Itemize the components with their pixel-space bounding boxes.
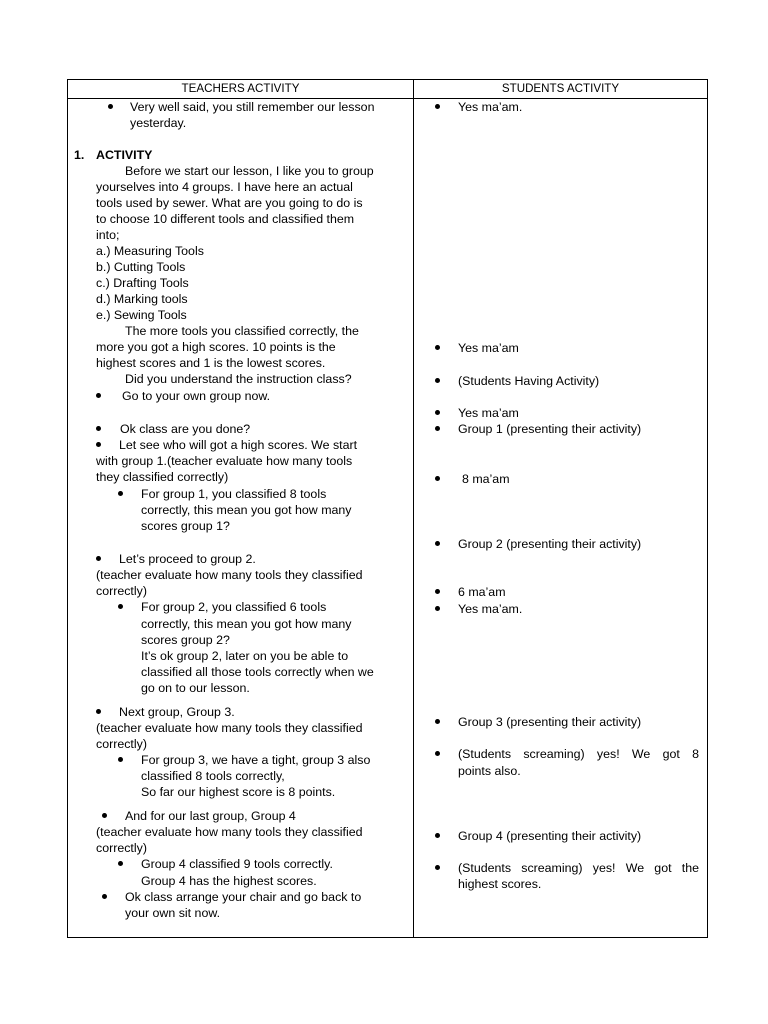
- student-line: Yes ma’am: [458, 341, 519, 355]
- teacher-line: So far our highest score is 8 points.: [141, 785, 336, 799]
- student-bullet: [435, 104, 440, 109]
- teacher-line: Group 4 classified 9 tools correctly.: [141, 857, 333, 871]
- teacher-line: classified all those tools correctly when we: [141, 665, 374, 679]
- teacher-line: correctly): [96, 737, 147, 751]
- teacher-line: highest scores and 1 is the lowest scores.: [96, 356, 326, 370]
- teacher-line: Let’s proceed to group 2.: [119, 552, 256, 566]
- teacher-bullet: [118, 757, 123, 762]
- student-bullet: [435, 410, 440, 415]
- teacher-line: more you got a high scores. 10 points is the: [96, 340, 336, 354]
- teacher-line: to choose 10 different tools and classified them: [96, 212, 355, 226]
- teacher-line: (teacher evaluate how many tools they classified: [96, 568, 363, 582]
- student-line: Group 2 (presenting their activity): [458, 537, 642, 551]
- student-line: 8 ma’am: [462, 472, 510, 486]
- teacher-line: For group 2, you classified 6 tools: [141, 600, 327, 614]
- teacher-line: go on to our lesson.: [141, 681, 250, 695]
- teacher-line: scores group 1?: [141, 519, 230, 533]
- tool-category-item: e.) Sewing Tools: [96, 308, 187, 322]
- teacher-bullet: [118, 491, 123, 496]
- teacher-bullet: [102, 813, 107, 818]
- teacher-bullet: [96, 442, 101, 447]
- student-bullet: [435, 378, 440, 383]
- teacher-line: into;: [96, 228, 120, 242]
- teacher-line: they classified correctly): [96, 470, 229, 484]
- student-line: Yes ma’am: [458, 406, 519, 420]
- student-line: points also.: [458, 764, 521, 778]
- teacher-line: correctly): [96, 841, 147, 855]
- teacher-bullet: [96, 709, 101, 714]
- teachers-activity-header: TEACHERS ACTIVITY: [181, 82, 300, 95]
- teacher-line: correctly): [96, 584, 147, 598]
- student-line: Yes ma’am.: [458, 100, 523, 114]
- student-bullet: [435, 476, 440, 481]
- teacher-bullet: [108, 104, 113, 109]
- activity-heading: ACTIVITY: [96, 148, 153, 162]
- teacher-line: scores group 2?: [141, 633, 230, 647]
- teacher-line: correctly, this mean you got how many: [141, 503, 352, 517]
- teacher-line: Group 4 has the highest scores.: [141, 874, 317, 888]
- teacher-line: For group 1, you classified 8 tools: [141, 487, 327, 501]
- teacher-line: It’s ok group 2, later on you be able to: [141, 649, 349, 663]
- teacher-line: Ok class are you done?: [120, 422, 251, 436]
- teacher-line: correctly, this mean you got how many: [141, 617, 352, 631]
- teacher-line: with group 1.(teacher evaluate how many tools: [96, 454, 353, 468]
- student-bullet: [435, 345, 440, 350]
- student-bullet: [435, 719, 440, 724]
- teacher-line: Go to your own group now.: [122, 389, 271, 403]
- student-bullet: [435, 589, 440, 594]
- teacher-line: Ok class arrange your chair and go back to: [125, 890, 362, 904]
- student-line: (Students screaming) yes! We got the: [458, 861, 699, 875]
- teacher-line: Did you understand the instruction class?: [125, 372, 352, 386]
- student-line: Group 3 (presenting their activity): [458, 715, 642, 729]
- column-divider: [413, 80, 414, 937]
- teacher-bullet: [96, 426, 101, 431]
- student-bullet: [435, 541, 440, 546]
- student-line: 6 ma’am: [458, 585, 506, 599]
- teacher-line: classified 8 tools correctly,: [141, 769, 285, 783]
- teacher-bullet: [96, 393, 101, 398]
- teacher-line: yesterday.: [130, 116, 187, 130]
- student-line: (Students Having Activity): [458, 374, 600, 388]
- teacher-bullet: [96, 556, 101, 561]
- student-bullet: [435, 426, 440, 431]
- tool-category-item: c.) Drafting Tools: [96, 276, 189, 290]
- student-line: highest scores.: [458, 877, 542, 891]
- student-bullet: [435, 833, 440, 838]
- student-line: (Students screaming) yes! We got 8: [458, 747, 699, 761]
- teacher-line: (teacher evaluate how many tools they classified: [96, 825, 363, 839]
- teacher-line: Very well said, you still remember our lesson: [130, 100, 375, 114]
- student-bullet: [435, 751, 440, 756]
- teacher-line: Let see who will got a high scores. We start: [119, 438, 358, 452]
- activity-number: 1.: [74, 148, 85, 162]
- students-activity-header: STUDENTS ACTIVITY: [501, 82, 620, 95]
- tool-category-item: b.) Cutting Tools: [96, 260, 186, 274]
- teacher-line: The more tools you classified correctly, the: [125, 324, 359, 338]
- student-line: Group 1 (presenting their activity): [458, 422, 642, 436]
- teacher-line: Before we start our lesson, I like you to group: [125, 164, 374, 178]
- student-bullet: [435, 606, 440, 611]
- teacher-bullet: [102, 894, 107, 899]
- teacher-line: (teacher evaluate how many tools they classified: [96, 721, 363, 735]
- student-line: Group 4 (presenting their activity): [458, 829, 642, 843]
- teacher-line: your own sit now.: [125, 906, 221, 920]
- student-bullet: [435, 865, 440, 870]
- teacher-line: And for our last group, Group 4: [125, 809, 296, 823]
- teacher-line: yourselves into 4 groups. I have here an actual: [96, 180, 353, 194]
- teacher-bullet: [118, 861, 123, 866]
- teacher-line: tools used by sewer. What are you going to do is: [96, 196, 363, 210]
- teacher-bullet: [118, 604, 123, 609]
- teacher-line: For group 3, we have a tight, group 3 also: [141, 753, 371, 767]
- student-line: Yes ma’am.: [458, 602, 523, 616]
- tool-category-item: d.) Marking tools: [96, 292, 188, 306]
- teacher-line: Next group, Group 3.: [119, 705, 235, 719]
- tool-category-item: a.) Measuring Tools: [96, 244, 204, 258]
